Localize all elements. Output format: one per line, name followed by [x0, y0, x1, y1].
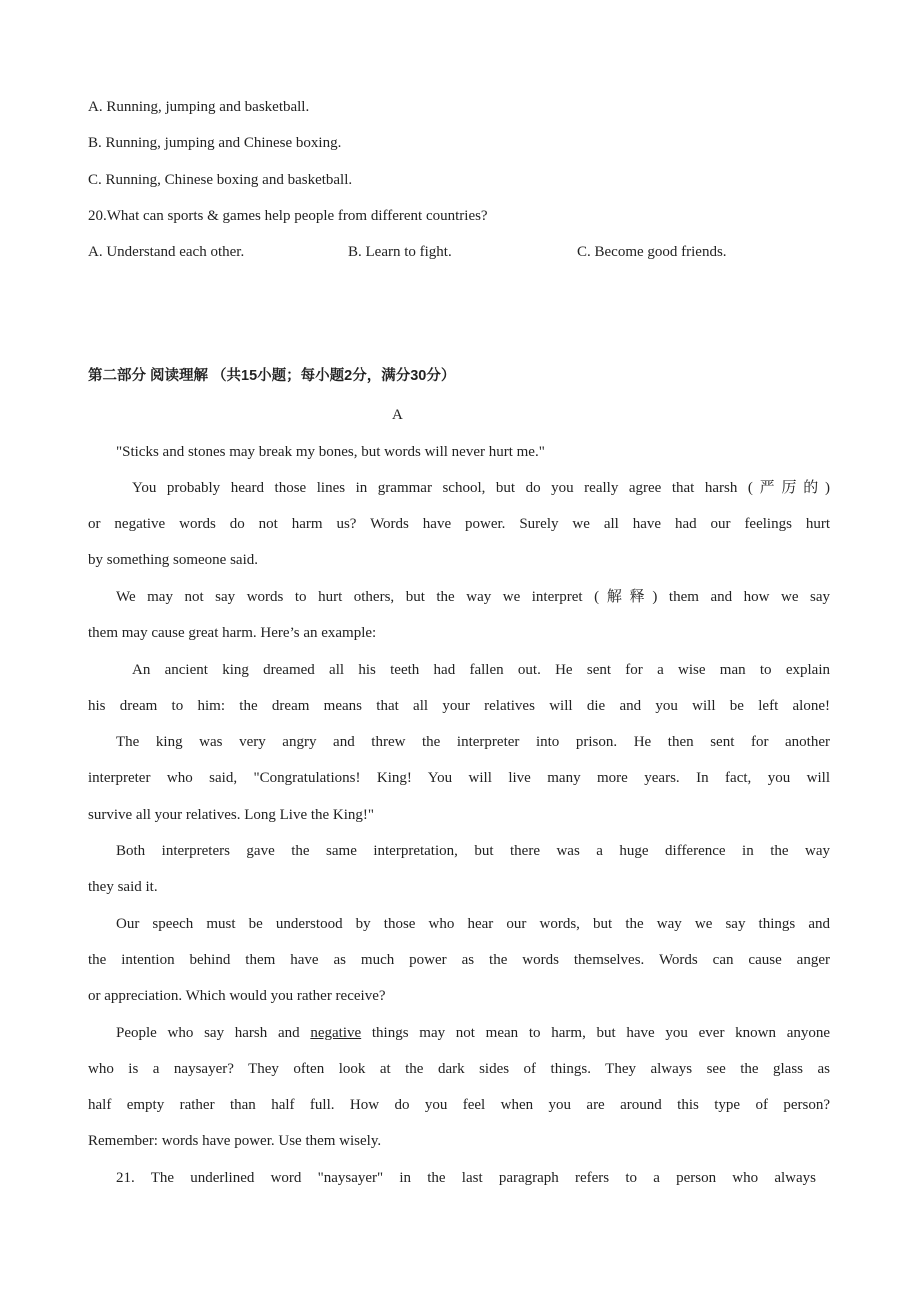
passage-line: them may cause great harm. Here’s an example:: [88, 625, 377, 641]
passage-line: half empty rather than half full. How do you feel when you are around this type of person?: [88, 1097, 830, 1113]
passage-line: or negative words do not harm us? Words have power. Surely we all have had our feelings hurt: [88, 516, 830, 532]
q19-option-a: A. Running, jumping and basketball.: [88, 99, 310, 115]
q20-option-c: C. Become good friends.: [577, 244, 727, 260]
section-header: 第二部分 阅读理解 （共15小题；每小题2分，满分30分）: [88, 368, 456, 384]
text-segment: things may not mean to harm, but have you ever known anyone: [371, 1025, 830, 1041]
q19-option-c: C. Running, Chinese boxing and basketball.: [88, 172, 353, 188]
passage-line: An ancient king dreamed all his teeth had fallen out. He sent for a wise man to explain: [132, 662, 830, 678]
passage-line: You probably heard those lines in grammar school, but do you really agree that harsh (严厉的): [132, 480, 830, 496]
passage-line: survive all your relatives. Long Live the King!": [88, 807, 375, 823]
passage-line: Remember: words have power. Use them wisely.: [88, 1133, 382, 1149]
passage-line: We may not say words to hurt others, but the way we interpret (解释) them and how we say: [116, 589, 830, 605]
underlined-word: negative: [310, 1025, 362, 1041]
passage-line: "Sticks and stones may break my bones, but words will never hurt me.": [116, 444, 545, 460]
q20-question: 20.What can sports & games help people from different countries?: [88, 208, 488, 224]
passage-line: the intention behind them have as much power as the words themselves. Words can cause anger: [88, 952, 830, 968]
last-paragraph-line1: [116, 1023, 830, 1043]
q20-option-b: B. Learn to fight.: [348, 244, 452, 260]
passage-label: A: [392, 407, 403, 423]
q19-option-b: B. Running, jumping and Chinese boxing.: [88, 135, 342, 151]
text-segment: People who say harsh and: [116, 1025, 300, 1041]
passage-line: by something someone said.: [88, 552, 258, 568]
passage-line: Both interpreters gave the same interpretation, but there was a huge difference in the way: [116, 843, 830, 859]
q21-question: 21. The underlined word "naysayer" in the last paragraph refers to a person who always: [116, 1170, 816, 1186]
passage-line: who is a naysayer? They often look at the dark sides of things. They always see the glass as: [88, 1061, 830, 1077]
passage-line: Our speech must be understood by those who hear our words, but the way we say things and: [116, 916, 830, 932]
passage-line: or appreciation. Which would you rather receive?: [88, 988, 386, 1004]
passage-line: his dream to him: the dream means that all your relatives will die and you will be left alone!: [88, 698, 830, 714]
passage-line: The king was very angry and threw the interpreter into prison. He then sent for another: [116, 734, 830, 750]
passage-line: interpreter who said, "Congratulations! King! You will live many more years. In fact, you will: [88, 770, 830, 786]
passage-line: they said it.: [88, 879, 158, 895]
q20-option-a: A. Understand each other.: [88, 244, 245, 260]
